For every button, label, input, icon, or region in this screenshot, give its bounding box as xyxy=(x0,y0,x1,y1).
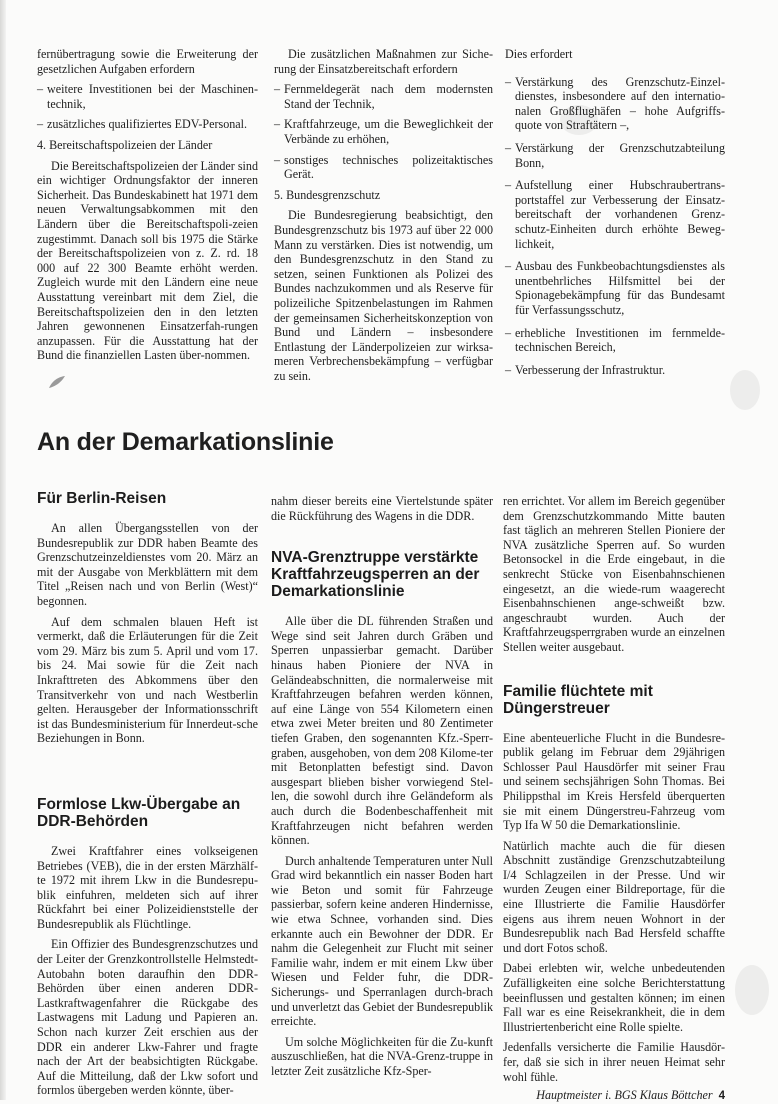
paragraph: Um solche Möglichkeiten für die Zu-kunft auszuschließen, hat die NVA-Grenz-truppe in letzter Zeit zusätzliche Kfz-Sper- xyxy=(271,1034,493,1078)
list-item: – Verstärkung der Grenzschutzabteilung Bonn, xyxy=(505,141,725,170)
page-title: An der Demarkationslinie xyxy=(37,428,334,456)
paragraph: fernübertragung sowie die Erweiterung der gesetzlichen Aufgaben erfordern xyxy=(37,47,258,76)
requirements-list xyxy=(37,82,258,132)
bottom-column-1 xyxy=(37,490,258,1104)
list-item: – zusätzliches qualifiziertes EDV-Personal. xyxy=(37,117,258,132)
paragraph: ren errichtet. Vor allem im Bereich gegenüber dem Grenzschutzkommando Mitte bauten fast täglich an mehreren Stellen Pioniere der NVA zusätzliche Sperren auf. So wurden Betonsockel in die Erde eingebaut, in die senkrecht Stücke von Eisenbahnschienen eingesetzt, an die wiede-rum waagerecht Eisenbahnschienen ange-schweißt bzw. angeschraubt wurden. Auch der Kraftfahrzeugsperrgraben wurde an einzelnen Stellen weiter ausgebaut. xyxy=(503,494,725,654)
top-column-1 xyxy=(37,47,258,369)
article-heading-nva: NVA-Grenztruppe verstärkte Kraftfahrzeugsperren an der Demarkationslinie xyxy=(271,549,480,601)
list-item: – Verbesserung der Infrastruktur. xyxy=(505,363,725,378)
paragraph: Natürlich machte auch die für diesen Abschnitt zuständige Grenzschutzabteilung I/4 Schlagzeilen in der Presse. Und wir wurden Zeugen einer Bildreportage, für die eine Illustrierte die Familie Hausdörfer eigens aus ihrem neuen Wohnort in der Bundesrepublik nach Bad Hersfeld schaffte und dort Fotos schoß. xyxy=(503,838,725,955)
paper-speckle xyxy=(730,370,760,410)
paragraph: Die Bundesregierung beabsichtigt, den Bundesgrenzschutz bis 1973 auf über 22 000 Mann zu verstärken. Dies ist notwendig, um den Bundesgrenzschutz in den Stand zu setzen, seinen Funktionen als Polizei des Bundes nachzukommen und als Reserve für polizeiliche Spitzenbelastungen im Rahmen der gemeinsamen Sicherheitskonzeption von Bund und Ländern – insbesondere Entlastung der Länderpolizeien zur wirksa-meren Verbrechensbekämpfung – verfügbar zu sein. xyxy=(274,208,493,383)
paragraph: Dies erfordert xyxy=(505,47,573,61)
paragraph: An allen Übergangsstellen von der Bundesrepublik zur DDR haben Beamte des Grenzschutzeinzeldienstes vom 20. März an mit der Ausgabe von Merkblättern mit dem Titel „Reisen nach und von Berlin (West)“ begonnen. xyxy=(37,521,258,608)
paragraph: Eine abenteuerliche Flucht in die Bundesre-publik gelang im Februar dem 29jährigen Schlosser Paul Hausdörfer mit seiner Frau und seinem sechsjährigen Sohn Thomas. Bei Philippsthal im Kreis Hersfeld überquerten sie mit einem Düngerstreu-Fahrzeug vom Typ Ifa W 50 die Demarkationslinie. xyxy=(503,730,725,833)
list-item: – Verstärkung des Grenzschutz-Einzel-dienstes, insbesondere auf den internatio-nalen Großflughäfen – hohe Aufgriffs-quote von Straftätern –, xyxy=(505,75,725,133)
author-byline xyxy=(503,1088,725,1104)
paragraph: Auf dem schmalen blauen Heft ist vermerkt, daß die Erläuterungen für die Zeit vom 29. März bis zum 5. April und vom 17. bis 24. Mai sowie für die Zeit nach Inkrafttreten des Abkommens über den Transitverkehr von und nach Westberlin gelten. Herausgeber der Informationsschrift ist das Bundesministerium für Innerdeut-sche Beziehungen in Bonn. xyxy=(37,614,258,746)
paragraph: Ein Offizier des Bundesgrenzschutzes und der Leiter der Grenzkontrollstelle Helmstedt-Autobahn boten daraufhin den DDR-Behörden über einen anderen DDR-Lastkraftwagenfahrer die Rückgabe des Lastwagens mit Ladung und Papieren an. Schon nach kurzer Zeit erschien aus der DDR ein anderer Lkw-Fahrer und fragte nach der Art der beabsichtigten Rückgabe. Auf die Mitteilung, daß der Lkw sofort und formlos übergeben werden könnte, über- xyxy=(37,937,258,1098)
paragraph: Zwei Kraftfahrer eines volkseigenen Betriebes (VEB), die in der ersten Märzhälf-te 1972 mit ihrem Lkw in die Bundesrepu-blik einfuhren, meldeten sich auf ihrer Rückfahrt bei einer Polizeidienststelle der Bundesrepublik als Flüchtlinge. xyxy=(37,843,258,931)
top-column-3 xyxy=(505,47,725,385)
top-column-2 xyxy=(274,47,493,389)
section-heading: 5. Bundesgrenzschutz xyxy=(274,187,381,202)
list-item: – sonstiges technisches polizeitaktisches Gerät. xyxy=(274,153,493,182)
bottom-column-3 xyxy=(503,494,725,1104)
list-item: – weitere Investitionen bei der Maschinen-technik, xyxy=(37,82,258,111)
paragraph: Die zusätzlichen Maßnahmen zur Siche-rung der Einsatzbereitschaft erfordern xyxy=(274,47,493,76)
paragraph: Durch anhaltende Temperaturen unter Null Grad wird bekanntlich ein nasser Boden hart wie Beton und somit für Fahrzeuge passierbar, sofern keine anderen Hindernisse, wie etwa Schnee, vorhanden sind. Dies erkannte auch ein Bewohner der DDR. Er nahm die Gelegenheit zur Flucht mit seiner Familie wahr, indem er mit einem Lkw über Wiesen und Felder fuhr, die DDR-Sicherungs- und Sperranlagen durch-brach und unverletzt das Gebiet der Bundesrepublik erreichte. xyxy=(271,853,493,1029)
requirements-list xyxy=(274,82,493,182)
article-heading-lkw: Formlose Lkw-Übergabe an DDR-Behörden xyxy=(37,795,241,830)
paper-speckle xyxy=(735,965,769,1015)
list-item: – erhebliche Investitionen im fernmelde-technischen Bereich, xyxy=(505,326,725,355)
article-heading-berlin: Für Berlin-Reisen xyxy=(37,490,167,507)
list-item: – Aufstellung einer Hubschraubertrans-portstaffel zur Verbesserung der Einsatz-bereitschaft der vorhandenen Grenz-schutz-Einheiten durch erhöhte Beweg-lichkeit, xyxy=(505,178,725,251)
paragraph: Die Bereitschaftspolizeien der Länder sind ein wichtiger Ordnungsfaktor der inneren Sicherheit. Das Bundeskabinett hat 1971 dem neuen Verwaltungsabkommen mit den Ländern über die Bereitschaftspoli-zeien zugestimmt. Danach soll bis 1975 die Stärke der Bereitschaftspolizeien von z. Z. rd. 18 000 auf 22 300 Beamte erhöht werden. Zugleich wurde mit den Ländern eine neue Ausstattung vereinbart mit dem Ziel, die Bereitschaftspolizeien den in den letzten Jahren gewonnenen Einsatzerfah-rungen anzupassen. Für die Ausstattung hat der Bund die finanziellen Lasten über-nommen. xyxy=(37,158,259,363)
bottom-column-2 xyxy=(271,494,493,1085)
article-heading-familie: Familie flüchtete mit Düngerstreuer xyxy=(503,682,653,717)
author-name: Hauptmeister i. BGS Klaus Böttcher xyxy=(536,1088,713,1103)
paragraph: Jedenfalls versicherte die Familie Hausdör-fer, daß sie sich in ihrer neuen Heimat sehr wohl fühle. xyxy=(503,1040,725,1084)
leaf-ornament-icon xyxy=(48,375,66,389)
paragraph: Alle über die DL führenden Straßen und Wege sind seit Jahren durch Gräben und Sperren unpassierbar gemacht. Darüber hinaus haben Pioniere der NVA in Geländeabschnitten, die normalerweise mit Kraftfahrzeugen befahren werden können, auf eine Länge von 554 Kilometern einen etwa zwei Meter breiten und 80 Zentimeter tiefen Graben, den sogenannten Kfz.-Sperr-graben, ausgehoben, von dem 208 Kilome-ter mit Betonplatten befestigt sind. Davon ausgespart blieben bisher vorwiegend Stel-len, die sowohl durch ihre Geländeform als auch durch die Bodenbeschaffenheit mit Kraftfahrzeugen nicht befahren werden können. xyxy=(271,614,493,848)
section-heading: 4. Bereitschaftspolizeien der Länder xyxy=(37,137,213,152)
requirements-list xyxy=(505,75,725,378)
list-item: – Fernmeldegerät nach dem modernsten Stand der Technik, xyxy=(274,82,493,111)
page-number: 4 xyxy=(718,1090,725,1103)
list-item: – Kraftfahrzeuge, um die Beweglichkeit der Verbände zu erhöhen, xyxy=(274,117,493,146)
list-item: – Ausbau des Funkbeobachtungsdienstes als unentbehrliches Hilfsmittel bei der Spionagebekämpfung für das Bundesamt für Verfassungsschutz, xyxy=(505,259,725,317)
paragraph: nahm dieser bereits eine Viertelstunde später die Rückführung des Wagens in die DDR. xyxy=(271,494,493,523)
scan-edge-shadow xyxy=(0,0,6,1100)
paragraph: Dabei erlebten wir, welche unbedeutenden Zufälligkeiten eine solche Berichterstattung beeinflussen und gestalten können; im einen Fall war es eine Reisekrankheit, die in dem Illustriertenbericht eine Rolle spielte. xyxy=(503,961,725,1034)
